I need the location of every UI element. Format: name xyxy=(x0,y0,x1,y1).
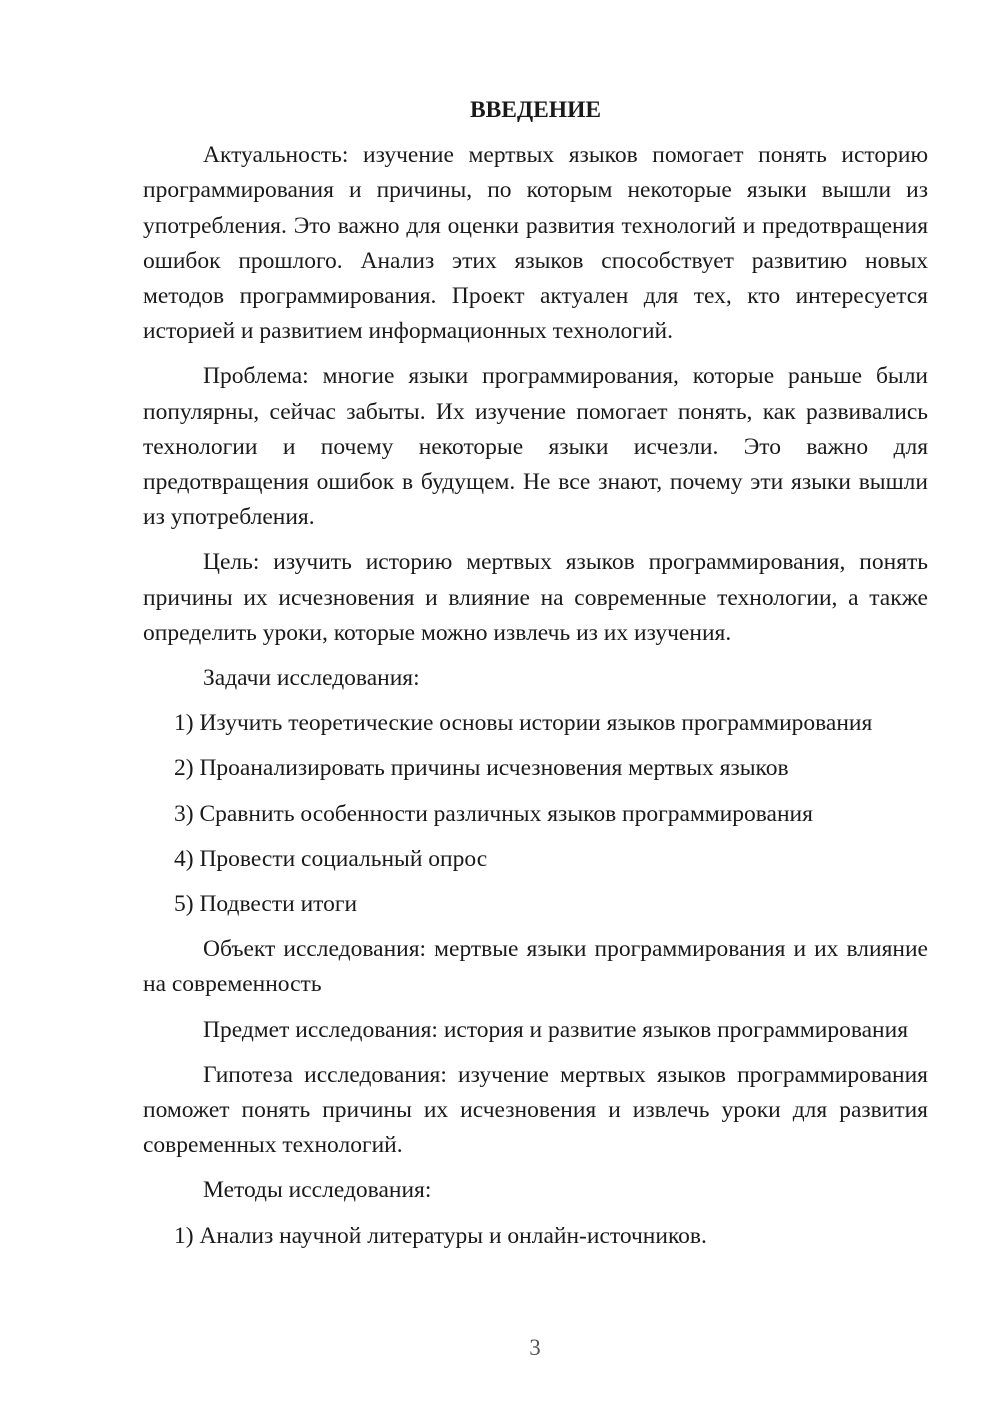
goal-paragraph: Цель: изучить историю мертвых языков программирования, понять причины их исчезновения и влияние на современные технологии, а также определить уроки, которые можно извлечь из их изучения. xyxy=(143,549,928,646)
problem-paragraph: Проблема: многие языки программирования, которые раньше были популярны, сейчас забыты. Их изучение помогает понять, как развивались технологии и почему некоторые языки исчезли. Это важно для предотвращения ошибок в будущем. Не все знают, почему эти языки вышли из употребления. xyxy=(143,363,928,531)
methods-list xyxy=(143,1219,928,1254)
relevance-paragraph: Актуальность: изучение мертвых языков помогает понять историю программирования и причины, по которым некоторые языки вышли из употребления. Это важно для оценки развития технологий и предотвращения ошибок прошлого. Анализ этих языков способствует развитию новых методов программирования. Проект актуален для тех, кто интересуется историей и развитием информационных технологий. xyxy=(143,142,928,345)
list-item: 4) Провести социальный опрос xyxy=(174,845,488,872)
list-item: 5) Подвести итоги xyxy=(174,891,358,918)
page-number: 3 xyxy=(529,1335,541,1360)
list-item: 2) Проанализировать причины исчезновения мертвых языков xyxy=(174,755,789,782)
page-content xyxy=(143,93,928,1264)
list-item: 1) Анализ научной литературы и онлайн-источников. xyxy=(174,1222,707,1249)
page-title: ВВЕДЕНИЕ xyxy=(469,97,602,123)
object-paragraph: Объект исследования: мертвые языки программирования и их влияние на современность xyxy=(143,936,928,998)
methods-heading: Методы исследования: xyxy=(203,1177,432,1204)
tasks-list xyxy=(143,706,928,922)
list-item: 1) Изучить теоретические основы истории языков программирования xyxy=(174,710,873,737)
tasks-heading: Задачи исследования: xyxy=(203,665,420,692)
list-item: 3) Сравнить особенности различных языков программирования xyxy=(174,800,813,827)
hypothesis-paragraph: Гипотеза исследования: изучение мертвых языков программирования поможет понять причины их исчезновения и извлечь уроки для развития современных технологий. xyxy=(143,1061,928,1159)
subject-paragraph: Предмет исследования: история и развитие языков программирования xyxy=(203,1016,908,1043)
